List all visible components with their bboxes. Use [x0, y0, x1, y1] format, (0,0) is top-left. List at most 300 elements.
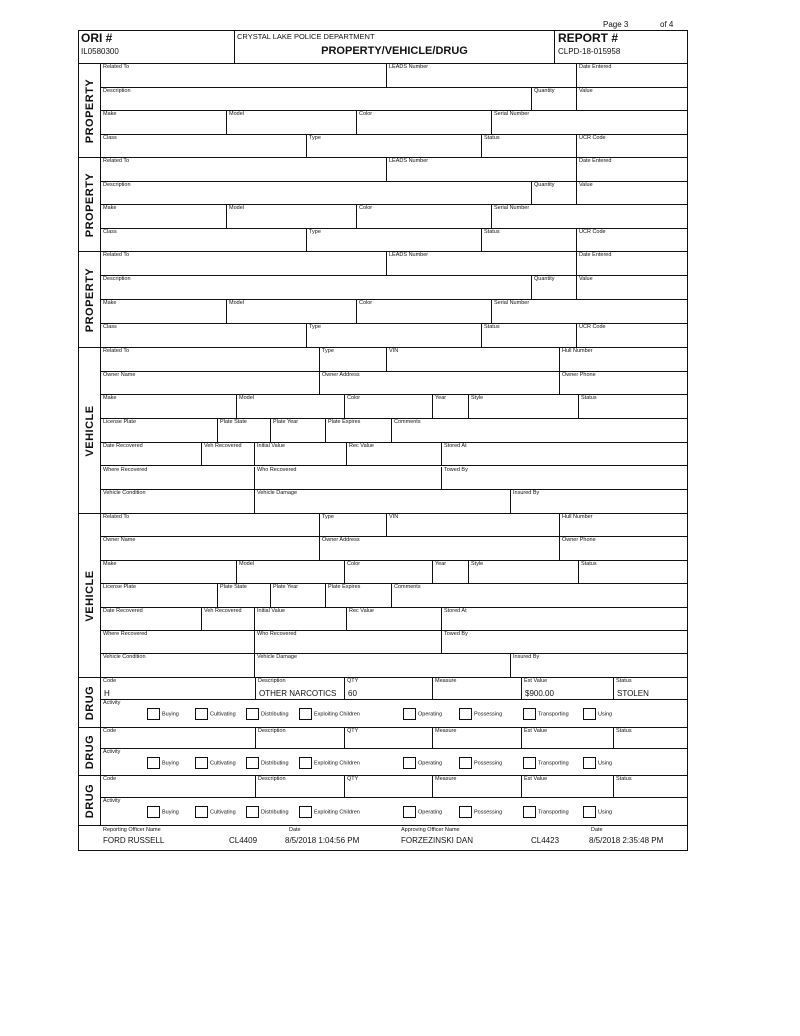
checkbox[interactable]	[195, 757, 208, 769]
checkbox[interactable]	[147, 757, 160, 769]
vehicle-row	[101, 443, 687, 467]
activity-distributing[interactable]	[246, 757, 289, 769]
form-field[interactable]	[236, 561, 344, 583]
field-label: Plate Year	[273, 419, 299, 426]
field-label: Insured By	[513, 490, 540, 497]
activity-distributing[interactable]	[246, 806, 289, 818]
checkbox[interactable]	[195, 806, 208, 818]
field-label: Related To	[103, 348, 130, 354]
form-field[interactable]	[101, 205, 226, 228]
field-label: Code	[103, 776, 117, 782]
checkbox[interactable]	[583, 806, 596, 818]
form-field[interactable]	[101, 467, 254, 490]
form-title: PROPERTY/VEHICLE/DRUG	[321, 45, 468, 57]
form-field[interactable]	[531, 276, 576, 299]
field-label: Code	[103, 678, 117, 684]
form-field[interactable]	[441, 467, 687, 490]
drug-sidebar	[79, 776, 101, 825]
field-label: VIN	[389, 348, 399, 354]
checkbox[interactable]	[147, 708, 160, 720]
form-field[interactable]	[101, 158, 386, 181]
checkbox-label: Possessing	[474, 711, 503, 718]
checkbox-label: Cultivating	[210, 760, 236, 767]
field-label: Model	[239, 395, 254, 402]
field-label: Serial Number	[494, 205, 530, 211]
activity-cultivating[interactable]	[195, 757, 236, 769]
activity-using[interactable]	[583, 806, 612, 818]
ori-label: ORI #	[81, 31, 113, 45]
form-field[interactable]	[531, 182, 576, 205]
field-label: Owner Name	[103, 371, 136, 378]
checkbox[interactable]	[147, 806, 160, 818]
field-label: Value	[579, 87, 593, 94]
field-label: Vehicle Condition	[103, 654, 146, 661]
form-field[interactable]	[217, 584, 270, 606]
vehicle-row	[101, 537, 687, 560]
form-field[interactable]	[491, 205, 687, 228]
checkbox[interactable]	[299, 708, 312, 720]
field-label: Color	[347, 395, 361, 402]
form-field[interactable]	[481, 229, 576, 253]
activity-cultivating[interactable]	[195, 806, 236, 818]
form-field[interactable]	[344, 678, 432, 699]
section-title: VEHICLE	[83, 404, 96, 457]
field-label: Vehicle Damage	[257, 490, 298, 497]
property-row	[101, 252, 687, 276]
form-field[interactable]	[468, 561, 578, 583]
drug-sidebar	[79, 678, 101, 727]
form-field[interactable]	[101, 490, 254, 514]
form-field[interactable]	[521, 776, 613, 797]
form-field[interactable]	[491, 111, 687, 134]
form-field[interactable]	[101, 678, 255, 699]
form-field[interactable]	[217, 419, 270, 442]
field-label: Class	[103, 228, 117, 235]
field-label: Color	[359, 205, 373, 211]
form-field[interactable]	[531, 88, 576, 111]
activity-buying[interactable]	[147, 757, 179, 769]
form-field[interactable]	[254, 654, 510, 678]
reporting-officer-name: FORD RUSSELL	[103, 836, 165, 845]
checkbox-label: Distributing	[261, 760, 289, 767]
field-label: Make	[103, 205, 117, 211]
reporting-date-label: Date	[289, 827, 301, 833]
field-label: Owner Address	[322, 537, 360, 544]
form-field[interactable]	[344, 776, 432, 797]
field-label: Est Value	[524, 776, 548, 782]
form-field[interactable]	[356, 205, 491, 228]
form-field[interactable]	[468, 395, 578, 418]
form-field[interactable]	[521, 728, 613, 748]
form-field[interactable]	[441, 631, 687, 653]
vehicle-row	[101, 395, 687, 419]
approving-date-label: Date	[591, 827, 603, 833]
field-label: Year	[435, 395, 447, 402]
field-label: Vehicle Condition	[103, 490, 146, 497]
form-field[interactable]	[441, 443, 687, 466]
field-label: Color	[347, 560, 361, 567]
property-row	[101, 88, 687, 112]
form-field[interactable]	[510, 654, 687, 678]
activity-distributing[interactable]	[246, 708, 289, 720]
section-title: PROPERTY	[83, 78, 96, 143]
form-field[interactable]	[101, 419, 217, 442]
form-field[interactable]	[613, 728, 687, 748]
form-field[interactable]	[346, 443, 441, 466]
field-label: Hull Number	[562, 514, 593, 520]
field-label: Date Entered	[579, 252, 612, 258]
field-label: Comments	[394, 584, 421, 591]
form-field[interactable]	[306, 229, 481, 253]
vehicle-row	[101, 514, 687, 537]
field-label: QTY	[347, 728, 359, 734]
vehicle-row	[101, 631, 687, 654]
approving-officer-name: FORZEZINSKI DAN	[401, 836, 474, 845]
form-field[interactable]	[236, 395, 344, 418]
form-field[interactable]	[576, 276, 687, 299]
report-label: REPORT #	[558, 31, 619, 45]
form-field[interactable]	[441, 608, 687, 630]
form-field[interactable]	[386, 64, 576, 87]
checkbox-label: Using	[598, 809, 613, 816]
form-field[interactable]	[559, 514, 687, 536]
drug-section	[78, 728, 688, 776]
checkbox[interactable]	[403, 708, 416, 720]
form-field[interactable]	[270, 584, 325, 606]
form-field[interactable]	[325, 419, 391, 442]
field-label: Activity	[103, 798, 121, 804]
form-field[interactable]	[576, 229, 687, 253]
activity-operating[interactable]	[403, 757, 442, 769]
field-label: Status	[484, 228, 500, 235]
checkbox[interactable]	[246, 806, 259, 818]
checkbox[interactable]	[195, 708, 208, 720]
checkbox[interactable]	[523, 708, 536, 720]
field-label: Quantity	[534, 87, 555, 94]
form-field[interactable]	[510, 490, 687, 514]
form-field[interactable]	[391, 584, 687, 606]
report-cell	[554, 31, 687, 63]
form-field[interactable]	[101, 537, 319, 559]
field-label: Est Value	[524, 678, 548, 684]
form-field[interactable]	[576, 88, 687, 111]
form-field[interactable]	[521, 678, 613, 699]
activity-operating[interactable]	[403, 806, 442, 818]
field-label: License Plate	[103, 584, 137, 591]
checkbox-label: Operating	[418, 809, 443, 816]
form-field[interactable]	[254, 467, 441, 490]
field-label: Insured By	[513, 654, 540, 661]
form-field[interactable]	[432, 395, 468, 418]
activity-exploiting-children[interactable]	[299, 806, 360, 818]
form-field[interactable]	[576, 64, 687, 87]
field-label: Description	[103, 276, 131, 282]
field-label: Model	[229, 205, 244, 211]
form-field[interactable]	[101, 608, 201, 630]
field-label: QTY	[347, 776, 359, 782]
form-field[interactable]	[306, 324, 481, 348]
field-label: Serial Number	[494, 111, 530, 117]
activity-using[interactable]	[583, 708, 612, 720]
drug-activity-row	[101, 700, 687, 728]
form-field[interactable]	[101, 64, 386, 87]
title-cell	[234, 31, 554, 63]
field-label: Type	[309, 324, 321, 330]
form-field[interactable]	[226, 300, 356, 323]
form-field[interactable]	[576, 158, 687, 181]
form-field[interactable]	[101, 88, 531, 111]
checkbox-label: Transporting	[538, 760, 569, 767]
checkbox[interactable]	[459, 757, 472, 769]
drug-sidebar	[79, 728, 101, 775]
activity-using[interactable]	[583, 757, 612, 769]
approving-officer-id: CL4423	[531, 836, 560, 845]
form-field[interactable]	[101, 654, 254, 678]
field-label: UCR Code	[579, 228, 606, 235]
form-field[interactable]	[386, 158, 576, 181]
form-field[interactable]	[559, 372, 687, 395]
form-field[interactable]	[254, 608, 346, 630]
form-field[interactable]	[101, 276, 531, 299]
field-label: Date Entered	[579, 158, 612, 164]
form-field[interactable]	[101, 561, 236, 583]
field-label: Color	[359, 111, 373, 117]
form-field[interactable]	[613, 776, 687, 797]
form-field[interactable]	[319, 514, 386, 536]
form-field[interactable]	[344, 728, 432, 748]
property-sidebar	[79, 64, 101, 157]
form-field[interactable]	[491, 300, 687, 323]
form-field[interactable]	[356, 111, 491, 134]
checkbox[interactable]	[246, 708, 259, 720]
field-label: Related To	[103, 252, 130, 258]
form-field[interactable]	[578, 395, 687, 418]
form-field[interactable]	[101, 395, 236, 418]
property-row	[101, 276, 687, 300]
form-field[interactable]	[254, 443, 346, 466]
checkbox[interactable]	[583, 757, 596, 769]
form-field[interactable]	[101, 135, 306, 159]
checkbox-label: Exploiting Children	[314, 711, 360, 718]
section-title: DRUG	[83, 783, 96, 818]
drug-qty: 60	[348, 689, 357, 698]
form-field[interactable]	[101, 300, 226, 323]
form-field[interactable]	[576, 182, 687, 205]
field-label: Type	[309, 134, 321, 141]
form-field[interactable]	[432, 678, 521, 699]
field-label: Class	[103, 134, 117, 141]
property-row	[101, 229, 687, 253]
activity-buying[interactable]	[147, 806, 179, 818]
form-field[interactable]	[254, 490, 510, 514]
checkbox[interactable]	[583, 708, 596, 720]
form-field[interactable]	[325, 584, 391, 606]
activity-exploiting-children[interactable]	[299, 708, 360, 720]
activity-cultivating[interactable]	[195, 708, 236, 720]
form-field[interactable]	[101, 348, 319, 371]
property-row	[101, 205, 687, 229]
field-label: Make	[103, 560, 117, 567]
form-field[interactable]	[386, 514, 559, 536]
checkbox[interactable]	[459, 708, 472, 720]
field-label: Est Value	[524, 728, 548, 734]
checkbox-label: Buying	[162, 809, 179, 816]
activity-possessing[interactable]	[459, 757, 502, 769]
form-field[interactable]	[344, 395, 432, 418]
form-field[interactable]	[319, 537, 559, 559]
form-field[interactable]	[319, 372, 559, 395]
property-row	[101, 64, 687, 88]
form-field[interactable]	[613, 678, 687, 699]
checkbox[interactable]	[299, 806, 312, 818]
drug-row	[101, 728, 687, 749]
field-label: Measure	[435, 728, 457, 734]
checkbox[interactable]	[459, 806, 472, 818]
form-field[interactable]	[101, 182, 531, 205]
checkbox-label: Buying	[162, 760, 179, 767]
field-label: Initial Value	[257, 607, 286, 614]
reporting-officer-id: CL4409	[229, 836, 258, 845]
form-field[interactable]	[255, 776, 344, 797]
section-title: PROPERTY	[83, 267, 96, 332]
field-label: Description	[103, 87, 131, 94]
field-label: Color	[359, 300, 373, 306]
form-field[interactable]	[559, 537, 687, 559]
form-field[interactable]	[391, 419, 687, 442]
vehicle-row	[101, 490, 687, 514]
form-field[interactable]	[101, 324, 306, 348]
form-field[interactable]	[226, 205, 356, 228]
form-field[interactable]	[101, 229, 306, 253]
field-label: Initial Value	[257, 442, 286, 449]
form-field[interactable]	[356, 300, 491, 323]
activity-buying[interactable]	[147, 708, 179, 720]
form-field[interactable]	[201, 608, 254, 630]
checkbox[interactable]	[403, 806, 416, 818]
drug-row	[101, 678, 687, 700]
field-label: Owner Name	[103, 537, 136, 544]
field-label: Stored At	[444, 607, 467, 614]
form-field[interactable]	[101, 443, 201, 466]
field-label: Plate Year	[273, 584, 299, 591]
field-label: Towed By	[444, 466, 468, 473]
field-label: Status	[581, 395, 597, 402]
department-name: CRYSTAL LAKE POLICE DEPARTMENT	[237, 32, 375, 41]
page-label: Page 3	[603, 20, 629, 29]
field-label: VIN	[389, 514, 399, 520]
checkbox[interactable]	[523, 757, 536, 769]
form-field[interactable]	[101, 372, 319, 395]
form-field[interactable]	[254, 631, 441, 653]
checkbox[interactable]	[299, 757, 312, 769]
field-label: Make	[103, 111, 117, 117]
activity-operating[interactable]	[403, 708, 442, 720]
vehicle-row	[101, 372, 687, 396]
form-field[interactable]	[576, 135, 687, 159]
form-field[interactable]	[481, 135, 576, 159]
form-field[interactable]	[578, 561, 687, 583]
property-row	[101, 158, 687, 182]
property-sidebar	[79, 158, 101, 251]
field-label: Activity	[103, 749, 121, 755]
property-row	[101, 111, 687, 135]
form-field[interactable]	[344, 561, 432, 583]
form-field[interactable]	[559, 348, 687, 371]
checkbox-label: Exploiting Children	[314, 809, 360, 816]
property-section	[78, 252, 688, 348]
field-label: LEADS Number	[389, 64, 429, 70]
form-field[interactable]	[386, 348, 559, 371]
vehicle-sidebar	[79, 348, 101, 513]
form-field[interactable]	[481, 324, 576, 348]
checkbox-label: Transporting	[538, 711, 569, 718]
form-field[interactable]	[201, 443, 254, 466]
drug-section	[78, 776, 688, 826]
field-label: Measure	[435, 776, 457, 782]
form-field[interactable]	[432, 776, 521, 797]
field-label: QTY	[347, 678, 359, 684]
form-field[interactable]	[101, 111, 226, 134]
form-field[interactable]	[432, 728, 521, 748]
checkbox[interactable]	[403, 757, 416, 769]
field-label: Related To	[103, 158, 130, 164]
form-field[interactable]	[576, 252, 687, 275]
property-sidebar	[79, 252, 101, 347]
ori-value: IL0580300	[81, 47, 119, 56]
form-field[interactable]	[576, 324, 687, 348]
form-field[interactable]	[319, 348, 386, 371]
form-field[interactable]	[101, 776, 255, 797]
activity-transporting[interactable]	[523, 757, 569, 769]
activity-possessing[interactable]	[459, 806, 502, 818]
form-field[interactable]	[432, 561, 468, 583]
field-label: Status	[616, 678, 632, 684]
property-section	[78, 64, 688, 158]
field-label: Status	[581, 560, 597, 567]
activity-transporting[interactable]	[523, 708, 569, 720]
field-label: Model	[229, 111, 244, 117]
form-field[interactable]	[226, 111, 356, 134]
form-field[interactable]	[346, 608, 441, 630]
activity-exploiting-children[interactable]	[299, 757, 360, 769]
form-field[interactable]	[255, 728, 344, 748]
field-label: Status	[484, 324, 500, 330]
form-field[interactable]	[101, 514, 319, 536]
activity-possessing[interactable]	[459, 708, 502, 720]
form-field[interactable]	[101, 252, 386, 275]
form-field[interactable]	[101, 584, 217, 606]
form-field[interactable]	[270, 419, 325, 442]
checkbox[interactable]	[246, 757, 259, 769]
field-label: Serial Number	[494, 300, 530, 306]
field-label: Date Entered	[579, 64, 612, 70]
form-field[interactable]	[306, 135, 481, 159]
form-field[interactable]	[101, 631, 254, 653]
form-field[interactable]	[101, 728, 255, 748]
field-label: Plate Expires	[328, 419, 361, 426]
activity-transporting[interactable]	[523, 806, 569, 818]
checkbox-label: Cultivating	[210, 809, 236, 816]
form-field[interactable]	[255, 678, 344, 699]
field-label: Plate State	[220, 419, 247, 426]
form-field[interactable]	[386, 252, 576, 275]
officer-footer	[78, 826, 688, 851]
section-title: VEHICLE	[83, 569, 96, 622]
approving-officer-label: Approving Officer Name	[401, 827, 460, 833]
checkbox[interactable]	[523, 806, 536, 818]
checkbox-label: Operating	[418, 711, 443, 718]
property-row	[101, 182, 687, 206]
